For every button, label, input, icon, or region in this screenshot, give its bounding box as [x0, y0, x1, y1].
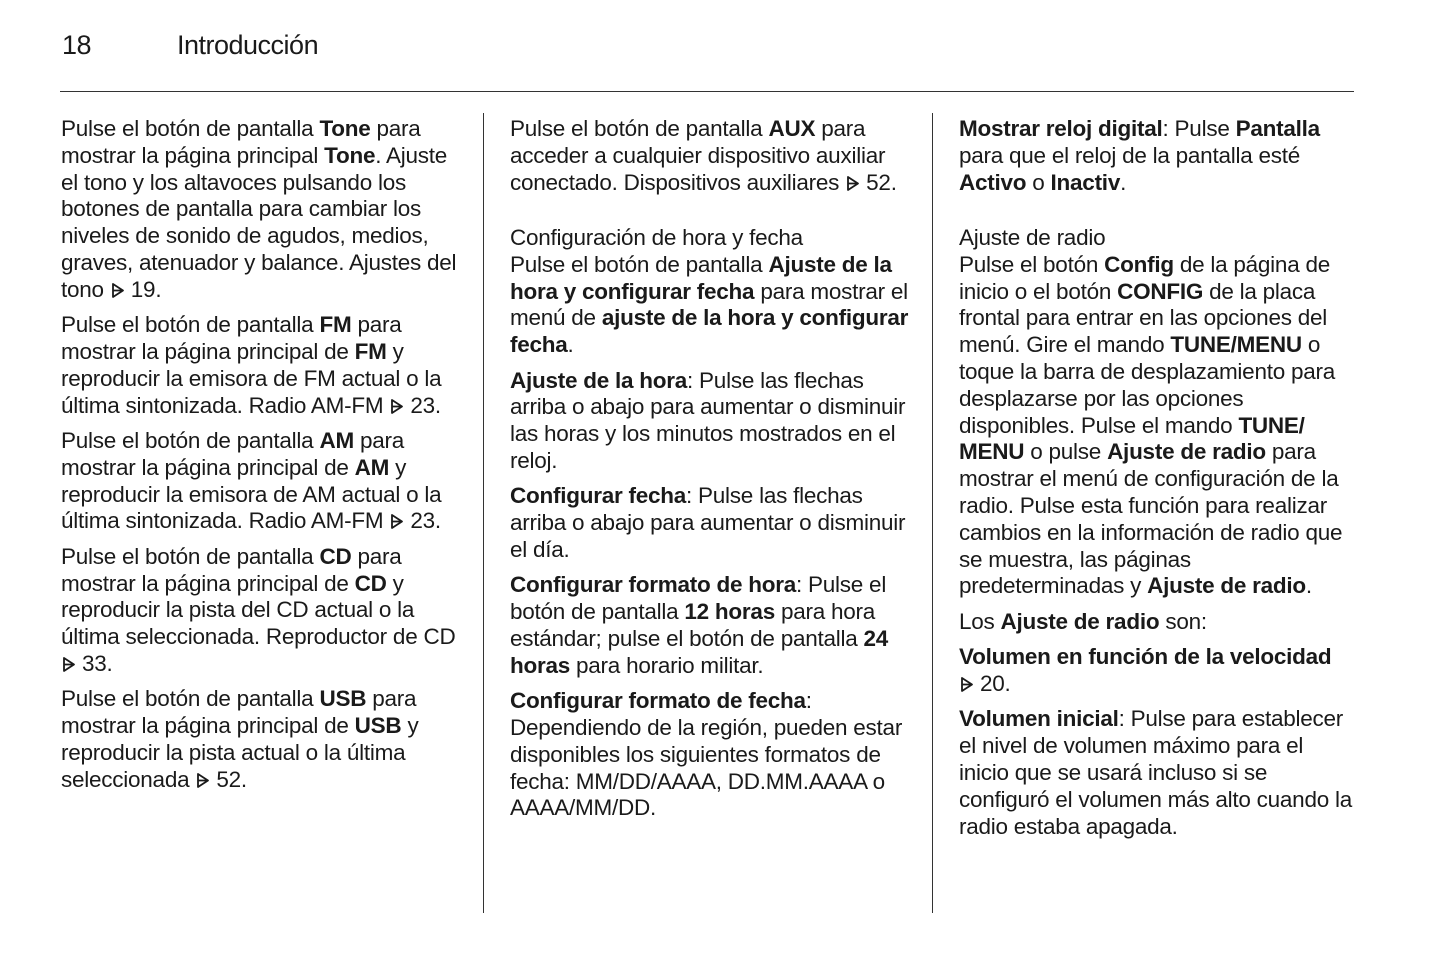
usb-paragraph: Pulse el botón de pantalla USB para mostrar la página principal de USB y reproducir la pista actual o la última seleccionada 52.	[61, 686, 419, 792]
cross-reference-arrow-icon	[61, 656, 76, 673]
ajuste-hora-paragraph: Ajuste de la hora: Pulse las flechas arriba o abajo para aumentar o disminuir las horas y los minutos mostrados en el reloj.	[510, 367, 906, 473]
page-reference[interactable]: 52	[216, 766, 241, 792]
reloj-digital-paragraph: Mostrar reloj digital: Pulse Pantalla para que el reloj de la pantalla esté Activo o Inactiv.	[959, 116, 1320, 195]
formato-fecha-paragraph: Configurar formato de fecha: Dependiendo de la región, pueden estar disponibles los siguientes formatos de fecha: MM/DD/AAAA, DD.MM.AAAA o AAAA/MM/DD.	[510, 688, 903, 821]
section-heading-ajuste-radio: Ajuste de radio	[959, 224, 1106, 250]
column-1	[61, 116, 461, 802]
cross-reference-arrow-icon	[959, 676, 974, 693]
cross-reference-arrow-icon	[389, 398, 404, 415]
volumen-inicial-paragraph: Volumen inicial: Pulse para establecer el nivel de volumen máximo para el inicio que se usará incluso si se configuró el volumen más alto cuando la radio estaba apagada.	[959, 706, 1352, 839]
hora-fecha-intro: Pulse el botón de pantalla Ajuste de la hora y configurar fecha para mostrar el menú de ajuste de la hora y configurar fecha.	[510, 251, 909, 358]
cross-reference-arrow-icon	[389, 513, 404, 530]
configurar-fecha-paragraph: Configurar fecha: Pulse las flechas arriba o abajo para aumentar o disminuir el día.	[510, 483, 906, 562]
column-3	[959, 116, 1357, 849]
page-reference[interactable]: 19	[130, 276, 156, 302]
page-reference[interactable]: 23	[410, 508, 435, 534]
page-reference[interactable]: 33	[82, 650, 107, 676]
column-2	[510, 116, 910, 831]
los-ajuste-paragraph: Los Ajuste de radio son:	[959, 608, 1207, 634]
fm-paragraph: Pulse el botón de pantalla FM para mostrar la página principal de FM y reproducir la emisora de FM actual o la última sintonizada. Radio AM-FM 23.	[61, 312, 442, 418]
cross-reference-arrow-icon	[195, 772, 210, 789]
formato-hora-paragraph: Configurar formato de hora: Pulse el botón de pantalla 12 horas para hora estándar; pulse el botón de pantalla 24 horas para horario militar.	[510, 572, 889, 678]
section-heading-hora-fecha: Configuración de hora y fecha	[510, 224, 803, 250]
cross-reference-arrow-icon	[845, 175, 860, 192]
am-paragraph: Pulse el botón de pantalla AM para mostrar la página principal de AM y reproducir la emisora de AM actual o la última sintonizada. Radio AM-FM 23.	[61, 427, 442, 534]
cross-reference-arrow-icon	[110, 282, 125, 299]
cd-paragraph: Pulse el botón de pantalla CD para mostrar la página principal de CD y reproducir la pista del CD actual o la última seleccionada. Reproductor de CD 33.	[61, 543, 456, 676]
page-reference[interactable]: 52	[866, 169, 891, 195]
column-divider	[932, 113, 933, 913]
volumen-velocidad-paragraph: Volumen en función de la velocidad 20.	[959, 644, 1332, 696]
page-header	[60, 26, 1354, 70]
page-number: 18	[62, 30, 92, 60]
header-rule	[60, 91, 1354, 92]
page-reference[interactable]: 20	[980, 670, 1005, 696]
aux-paragraph: Pulse el botón de pantalla AUX para acceder a cualquier dispositivo auxiliar conectado. Dispositivos auxiliares 52.	[510, 116, 897, 195]
ajuste-radio-paragraph: Pulse el botón Config de la página de inicio o el botón CONFIG de la placa frontal para entrar en las opciones del menú. Gire el mando TUNE/MENU o toque la barra de desplazamiento para desplazarse por las opciones disponibles. Pulse el mando TUNE/ MENU o pulse Ajuste de radio para mostrar el menú de configuración de la radio. Pulse esta función para realizar cambios en la información de radio que se muestra, las páginas predeterminadas y Ajuste de radio.	[959, 251, 1343, 599]
page-reference[interactable]: 23	[410, 392, 435, 418]
tone-paragraph: Pulse el botón de pantalla Tone para mostrar la página principal Tone. Ajuste el tono y los altavoces pulsando los botones de pantalla para cambiar los niveles de sonido de agudos, medios, graves, atenuador y balance. Ajustes del tono 19.	[61, 116, 457, 302]
column-divider	[483, 113, 484, 913]
page-title: Introducción	[177, 30, 319, 60]
